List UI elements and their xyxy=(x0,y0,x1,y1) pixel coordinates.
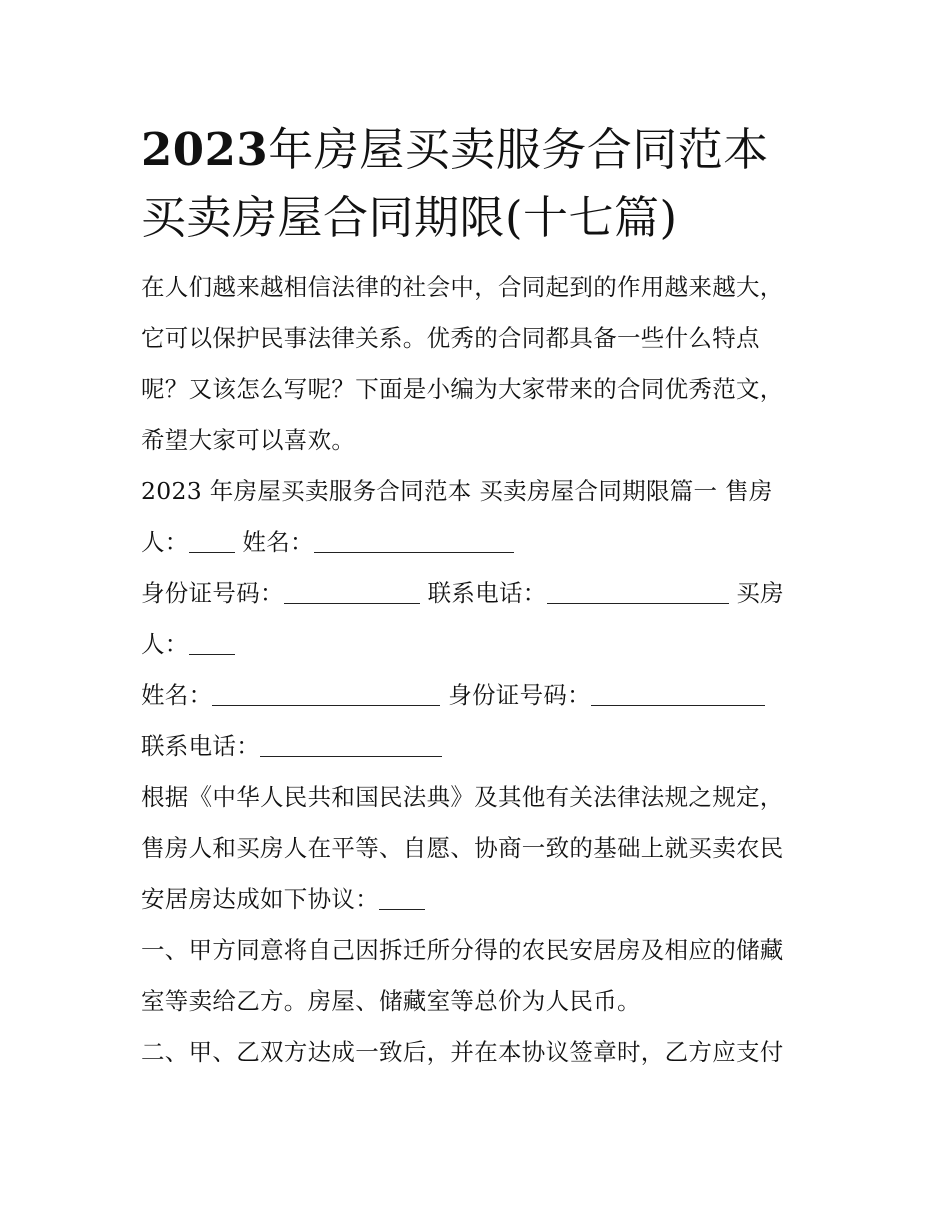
intro-line-1: 在人们越来越相信法律的社会中，合同起到的作用越来越大， xyxy=(141,273,784,301)
buyer-phone-blank[interactable] xyxy=(260,734,442,757)
intro-line-3: 呢？又该怎么写呢？下面是小编为大家带来的合同优秀范文， xyxy=(141,375,784,403)
buyer-phone-label: 联系电话： xyxy=(141,732,260,760)
document-body xyxy=(141,262,817,1078)
buyer-name-label: 姓名： xyxy=(141,681,213,709)
buyer-line xyxy=(141,619,817,670)
clause-1-line-1: 一、甲方同意将自己因拆迁所分得的农民安居房及相应的储藏 xyxy=(141,936,784,964)
buyer-label-part1: 买房 xyxy=(736,579,784,607)
buyer-name-id-line xyxy=(141,670,817,721)
preamble-line-2: 售房人和买房人在平等、自愿、协商一致的基础上就买卖农民 xyxy=(141,834,784,862)
buyer-name-blank[interactable] xyxy=(212,683,440,706)
preamble-line-3-text: 安居房达成如下协议： xyxy=(141,885,379,913)
intro-line-2: 它可以保护民事法律关系。优秀的合同都具备一些什么特点 xyxy=(141,324,760,352)
section-heading: 2023 年房屋买卖服务合同范本 买卖房屋合同期限篇一 售房 xyxy=(141,477,773,505)
preamble-line-3 xyxy=(141,874,817,925)
seller-blank[interactable] xyxy=(189,530,235,553)
buyer-blank[interactable] xyxy=(189,632,235,655)
preamble-blank[interactable] xyxy=(379,887,425,910)
document-content xyxy=(141,116,817,1078)
buyer-label-part2: 人： xyxy=(141,630,189,658)
buyer-id-blank[interactable] xyxy=(591,683,765,706)
seller-phone-blank[interactable] xyxy=(547,581,729,604)
buyer-phone-line xyxy=(141,721,817,772)
title-year: 2023 xyxy=(141,123,269,176)
document-title xyxy=(141,116,817,252)
seller-phone-label: 联系电话： xyxy=(427,579,547,607)
title-line-2: 买卖房屋合同期限(十七篇) xyxy=(141,191,678,244)
seller-id-line xyxy=(141,568,817,619)
seller-label: 人： xyxy=(141,528,189,556)
seller-id-blank[interactable] xyxy=(284,581,420,604)
seller-line xyxy=(141,517,817,568)
clause-1-line-2: 室等卖给乙方。房屋、储藏室等总价为人民币。 xyxy=(141,987,641,1015)
title-line-1 xyxy=(141,116,817,184)
seller-name-label: 姓名： xyxy=(242,528,314,556)
buyer-id-label: 身份证号码： xyxy=(448,681,591,709)
seller-name-blank[interactable] xyxy=(314,530,514,553)
seller-id-label: 身份证号码： xyxy=(141,579,284,607)
clause-2-line-1: 二、甲、乙双方达成一致后，并在本协议签章时，乙方应支付 xyxy=(141,1038,784,1066)
preamble-line-1: 根据《中华人民共和国民法典》及其他有关法律法规之规定， xyxy=(141,783,784,811)
intro-line-4: 希望大家可以喜欢。 xyxy=(141,426,356,454)
title-line-1-text: 年房屋买卖服务合同范本 xyxy=(268,123,769,176)
